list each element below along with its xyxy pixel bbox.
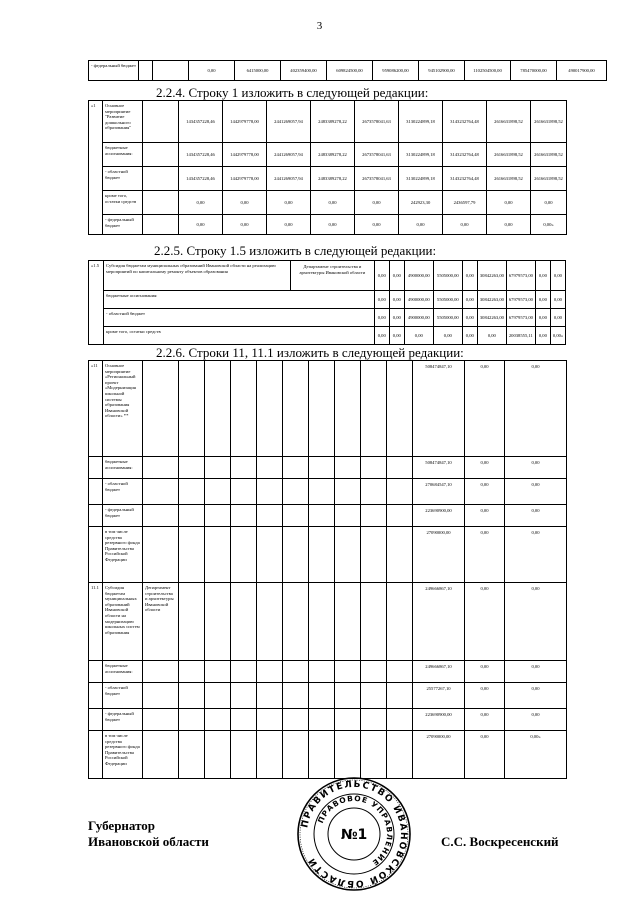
row-blank [335, 583, 361, 661]
executor-cell [143, 661, 179, 683]
row-label: - областной бюджет [103, 167, 143, 191]
value-cell: 4900000,00 [404, 291, 433, 309]
value-cell: 0,00 [550, 309, 565, 327]
value-cell: 0,00 [535, 309, 550, 327]
value-cell: 2441269057,94 [267, 167, 311, 191]
executor-cell [143, 527, 179, 583]
row-blank [309, 457, 335, 479]
row-blank [231, 361, 257, 457]
value-cell: 2673578041,63 [355, 167, 399, 191]
value-cell: 785470000,00 [511, 61, 557, 81]
row-blank [361, 583, 387, 661]
value-cell: 0,00 [443, 215, 487, 235]
signature-name: С.С. Воскресенский [441, 834, 559, 849]
value-cell: 2441269057,94 [267, 101, 311, 143]
row-blank [387, 731, 413, 779]
row-blank [309, 505, 335, 527]
row-blank [257, 583, 283, 661]
row-label: - областной бюджет [104, 309, 375, 327]
table-row [89, 309, 566, 327]
row-blank [309, 731, 335, 779]
row-label: Основное мероприятие "Развитие дошкольного образования" [103, 101, 143, 143]
table-row [89, 731, 567, 779]
value-cell: 0,00 [389, 327, 404, 345]
value-cell: 25577267,10 [413, 683, 465, 709]
continuation-table [88, 60, 607, 81]
executor-cell [143, 731, 179, 779]
value-cell: 0,00 [311, 191, 355, 215]
value-cell: 0,00 [399, 215, 443, 235]
table-row [89, 143, 567, 167]
table-row [89, 61, 607, 81]
row-blank [205, 361, 231, 457]
row-number [89, 479, 103, 505]
row-blank [205, 583, 231, 661]
value-cell: 2673578041,63 [355, 101, 399, 143]
value-cell: 0,00 [505, 527, 567, 583]
row-label: кроме того, остатки средств [103, 191, 143, 215]
row-number: 11.1 [89, 583, 103, 661]
table-row [89, 661, 567, 683]
row-blank [205, 505, 231, 527]
value-cell: 0,00 [465, 361, 505, 457]
row-label: в том числе средства резервного фонда Правительства Российской Федерации [103, 527, 143, 583]
table-row [89, 583, 567, 661]
row-blank [231, 661, 257, 683]
executor-cell [143, 457, 179, 479]
row-blank [361, 479, 387, 505]
value-cell: 4900000,00 [404, 309, 433, 327]
value-cell: 2441269057,94 [267, 143, 311, 167]
row-number [89, 731, 103, 779]
value-cell: 0,00 [465, 661, 505, 683]
row-blank [205, 457, 231, 479]
value-cell: 1442979778,00 [223, 143, 267, 167]
executor-cell: Департамент строительства и архитектуры Ивановской области [290, 261, 374, 291]
value-cell: 2616631898,52 [531, 101, 567, 143]
value-cell: 2483389278,22 [311, 143, 355, 167]
row-blank [179, 709, 205, 731]
row-blank [179, 661, 205, 683]
row-blank [361, 527, 387, 583]
executor-cell: Департамент строительства и архитектуры Ивановской области [143, 583, 179, 661]
row-blank [361, 709, 387, 731]
table-rows-11 [88, 360, 567, 779]
row-blank [361, 505, 387, 527]
row-blank [231, 479, 257, 505]
row-label: бюджетные ассигнования: [103, 457, 143, 479]
value-cell: 1102504500,00 [465, 61, 511, 81]
value-cell: 2616631898,52 [531, 167, 567, 191]
row-blank [257, 527, 283, 583]
value-cell: 0,00 [505, 361, 567, 457]
heading-2-2-4: 2.2.4. Строку 1 изложить в следующей редакции: [156, 85, 429, 100]
row-blank [257, 709, 283, 731]
value-cell: 0,00 [355, 191, 399, 215]
value-cell: 0,00 [374, 261, 389, 291]
value-cell: 0,00 [389, 261, 404, 291]
row-blank [387, 583, 413, 661]
value-cell: 0,00 [487, 191, 531, 215]
row-number: «1 [89, 101, 103, 235]
table-row [89, 261, 566, 291]
row-label: Субсидия бюджетам муниципальных образований Ивановской области на реализацию мероприятий по капитальному ремонту объектов образования [104, 261, 291, 291]
heading-2-2-5: 2.2.5. Строку 1.5 изложить в следующей редакции: [154, 243, 437, 258]
table-row [89, 101, 567, 143]
row-blank [283, 683, 309, 709]
row-blank [231, 527, 257, 583]
value-cell: 0,00» [531, 215, 567, 235]
value-cell: 0,00 [389, 309, 404, 327]
value-cell: 1442979778,00 [223, 101, 267, 143]
row-blank [257, 457, 283, 479]
value-cell: 0,00 [462, 309, 477, 327]
value-cell: 0,00 [179, 191, 223, 215]
row-blank [179, 683, 205, 709]
table-row [89, 457, 567, 479]
page-number: 3 [316, 20, 323, 32]
table-row [89, 361, 567, 457]
row-blank [143, 215, 179, 235]
row-blank [309, 661, 335, 683]
value-cell: 0,00 [189, 61, 235, 81]
value-cell: 67979573,00 [506, 261, 535, 291]
value-cell: 1434357228,46 [179, 101, 223, 143]
value-cell: 3130224899,18 [399, 167, 443, 191]
value-cell: 5505000,00 [433, 291, 462, 309]
row-number: «11 [89, 361, 103, 457]
row-blank [283, 505, 309, 527]
row-blank [257, 361, 283, 457]
value-cell: 0,00 [462, 327, 477, 345]
value-cell: 27090000,00 [413, 731, 465, 779]
value-cell: 20038555,11 [506, 327, 535, 345]
value-cell: 0,00 [223, 215, 267, 235]
value-cell: 0,00 [404, 327, 433, 345]
row-label: бюджетные ассигнования: [103, 661, 143, 683]
value-cell: 0,00 [505, 661, 567, 683]
value-cell: 3130224899,18 [399, 143, 443, 167]
value-cell: 609824500,00 [327, 61, 373, 81]
value-cell: 0,00 [505, 709, 567, 731]
value-cell: 5505000,00 [433, 309, 462, 327]
value-cell: 0,00 [223, 191, 267, 215]
value-cell: 0,00» [550, 327, 565, 345]
row-blank [361, 661, 387, 683]
table-row [89, 527, 567, 583]
row-number [89, 661, 103, 683]
value-cell: 3143232764,48 [443, 167, 487, 191]
executor-cell [143, 479, 179, 505]
row-label: в том числе средства резервного фонда Правительства Российской Федерации [103, 731, 143, 779]
value-cell: 2483389278,22 [311, 167, 355, 191]
value-cell: 1434357228,46 [179, 167, 223, 191]
value-cell: 4900000,00 [404, 261, 433, 291]
row-blank [387, 661, 413, 683]
row-blank [153, 61, 189, 81]
row-blank [205, 683, 231, 709]
value-cell: 3130224899,18 [399, 101, 443, 143]
value-cell: 0,00 [267, 191, 311, 215]
row-number [89, 505, 103, 527]
value-cell: 0,00 [535, 261, 550, 291]
row-blank [387, 505, 413, 527]
table-row [89, 327, 566, 345]
value-cell: 5505000,00 [433, 261, 462, 291]
row-blank [387, 683, 413, 709]
value-cell: 0,00 [535, 291, 550, 309]
value-cell: 3143232764,48 [443, 101, 487, 143]
value-cell: 67979573,00 [506, 309, 535, 327]
row-blank [361, 731, 387, 779]
row-blank [257, 683, 283, 709]
row-blank [231, 709, 257, 731]
value-cell: 0,00 [465, 457, 505, 479]
row-blank [179, 731, 205, 779]
value-cell: 1434357228,46 [179, 143, 223, 167]
row-blank [335, 683, 361, 709]
row-blank [179, 527, 205, 583]
table-row [89, 709, 567, 731]
value-cell: 0,00 [465, 731, 505, 779]
value-cell: 2673578041,63 [355, 143, 399, 167]
row-blank [283, 527, 309, 583]
value-cell: 508474847,10 [413, 457, 465, 479]
row-blank [283, 583, 309, 661]
value-cell: 0,00 [465, 479, 505, 505]
row-blank [361, 683, 387, 709]
row-blank [387, 709, 413, 731]
row-blank [143, 191, 179, 215]
row-blank [335, 731, 361, 779]
value-cell: 30842263,00 [477, 309, 506, 327]
table-row [89, 683, 567, 709]
executor-cell [143, 361, 179, 457]
table-row-1-5 [88, 260, 566, 345]
row-label: - федеральный бюджет [103, 709, 143, 731]
value-cell: 270684547,10 [413, 479, 465, 505]
table-row [89, 479, 567, 505]
row-label: - федеральный бюджет [89, 61, 139, 81]
row-label: бюджетные ассигнования: [104, 291, 375, 309]
value-cell: 0,00 [487, 215, 531, 235]
row-blank [139, 61, 153, 81]
table-row [89, 291, 566, 309]
row-blank [143, 101, 179, 143]
row-blank [205, 731, 231, 779]
row-number [89, 683, 103, 709]
row-blank [361, 457, 387, 479]
value-cell: 6415000,00 [235, 61, 281, 81]
value-cell: 1442979778,00 [223, 167, 267, 191]
value-cell: 2616631898,52 [531, 143, 567, 167]
value-cell: 0,00 [267, 215, 311, 235]
value-cell: 2616631898,52 [487, 167, 531, 191]
row-blank [335, 527, 361, 583]
row-blank [309, 683, 335, 709]
value-cell: 249666867,10 [413, 583, 465, 661]
row-label: - федеральный бюджет [103, 215, 143, 235]
signature-title-line1: Губернатор [88, 818, 156, 833]
row-blank [335, 709, 361, 731]
row-blank [231, 683, 257, 709]
row-blank [335, 361, 361, 457]
row-label: бюджетные ассигнования: [103, 143, 143, 167]
row-blank [387, 479, 413, 505]
heading-2-2-6: 2.2.6. Строки 11, 11.1 изложить в следующей редакции: [156, 345, 464, 360]
row-blank [231, 731, 257, 779]
value-cell: 0,00 [465, 505, 505, 527]
value-cell: 0,00 [465, 583, 505, 661]
row-number [89, 457, 103, 479]
row-blank [309, 583, 335, 661]
value-cell: 0,00 [462, 291, 477, 309]
value-cell: 0,00 [374, 327, 389, 345]
row-blank [205, 479, 231, 505]
value-cell: 2483389278,22 [311, 101, 355, 143]
value-cell: 959086200,00 [373, 61, 419, 81]
executor-cell [143, 709, 179, 731]
row-blank [283, 457, 309, 479]
seal-number: №1 [340, 827, 368, 843]
official-seal [296, 776, 412, 892]
row-blank [309, 527, 335, 583]
value-cell: 0,00 [550, 291, 565, 309]
row-blank [283, 361, 309, 457]
row-blank [257, 661, 283, 683]
value-cell: 0,00 [355, 215, 399, 235]
value-cell: 0,00 [477, 327, 506, 345]
row-blank [283, 661, 309, 683]
value-cell: 2436597,79 [443, 191, 487, 215]
value-cell: 3143232764,48 [443, 143, 487, 167]
value-cell: 2616631898,52 [487, 143, 531, 167]
row-number [89, 527, 103, 583]
row-blank [143, 143, 179, 167]
row-blank [179, 361, 205, 457]
value-cell: 0,00 [531, 191, 567, 215]
value-cell: 0,00 [374, 309, 389, 327]
row-blank [335, 505, 361, 527]
row-label: Субсидия бюджетам муниципальных образований Ивановской области на модернизацию школьных систем образования [103, 583, 143, 661]
value-cell: 0,00 [311, 215, 355, 235]
row-blank [179, 457, 205, 479]
seal-inner-text: ПРАВОВОЕ УПРАВЛЕНИЕ [316, 793, 395, 868]
executor-cell [143, 683, 179, 709]
row-blank [143, 167, 179, 191]
row-blank [283, 479, 309, 505]
row-blank [205, 661, 231, 683]
value-cell: 402359400,00 [281, 61, 327, 81]
row-blank [283, 709, 309, 731]
row-blank [257, 505, 283, 527]
value-cell: 0,00 [505, 457, 567, 479]
row-blank [309, 479, 335, 505]
row-blank [205, 527, 231, 583]
value-cell: 0,00 [505, 479, 567, 505]
table-row [89, 167, 567, 191]
value-cell: 0,00 [535, 327, 550, 345]
value-cell: 0,00 [465, 527, 505, 583]
value-cell: 0,00» [505, 731, 567, 779]
value-cell: 223690900,00 [413, 505, 465, 527]
seal-outer-text: ПРАВИТЕЛЬСТВО ИВАНОВСКОЙ ОБЛАСТИ [300, 779, 409, 889]
table-row [89, 215, 567, 235]
value-cell: 0,00 [550, 261, 565, 291]
table-row [89, 191, 567, 215]
value-cell: 223690900,00 [413, 709, 465, 731]
value-cell: 249666867,10 [413, 661, 465, 683]
row-blank [231, 583, 257, 661]
value-cell: 0,00 [505, 583, 567, 661]
row-blank [179, 583, 205, 661]
table-row [89, 505, 567, 527]
signature-title-line2: Ивановской области [88, 834, 209, 849]
value-cell: 0,00 [389, 291, 404, 309]
value-cell: 27090000,00 [413, 527, 465, 583]
value-cell: 2616631898,52 [487, 101, 531, 143]
row-label: Основное мероприятие «Региональный проект «Модернизация школьной системы образования Ивановской области» ** [103, 361, 143, 457]
value-cell: 67979573,00 [506, 291, 535, 309]
row-number [89, 709, 103, 731]
row-blank [387, 457, 413, 479]
value-cell: 30842263,00 [477, 261, 506, 291]
executor-cell [143, 505, 179, 527]
row-blank [361, 361, 387, 457]
value-cell: 0,00 [462, 261, 477, 291]
signature-title [88, 818, 209, 850]
row-label: - федеральный бюджет [103, 505, 143, 527]
row-blank [309, 709, 335, 731]
row-blank [257, 479, 283, 505]
row-blank [335, 661, 361, 683]
row-blank [283, 731, 309, 779]
row-blank [387, 527, 413, 583]
table-row-1 [88, 100, 567, 235]
value-cell: 0,00 [465, 709, 505, 731]
row-blank [179, 505, 205, 527]
value-cell: 0,00 [179, 215, 223, 235]
value-cell: 242923,30 [399, 191, 443, 215]
row-number: «1.5 [89, 261, 104, 345]
row-blank [231, 457, 257, 479]
row-blank [179, 479, 205, 505]
value-cell: 30842263,00 [477, 291, 506, 309]
row-label: - областной бюджет [103, 479, 143, 505]
row-blank [231, 505, 257, 527]
value-cell: 490017900,00 [557, 61, 607, 81]
value-cell: 0,00 [505, 505, 567, 527]
row-blank [309, 361, 335, 457]
row-blank [257, 731, 283, 779]
row-blank [335, 457, 361, 479]
value-cell: 945102900,00 [419, 61, 465, 81]
value-cell: 0,00 [374, 291, 389, 309]
row-label: кроме того, остатки средств [104, 327, 375, 345]
value-cell: 0,00 [465, 683, 505, 709]
value-cell: 508474847,10 [413, 361, 465, 457]
value-cell: 0,00 [433, 327, 462, 345]
row-label: - областной бюджет [103, 683, 143, 709]
row-blank [335, 479, 361, 505]
value-cell: 0,00 [505, 683, 567, 709]
row-blank [205, 709, 231, 731]
row-blank [387, 361, 413, 457]
